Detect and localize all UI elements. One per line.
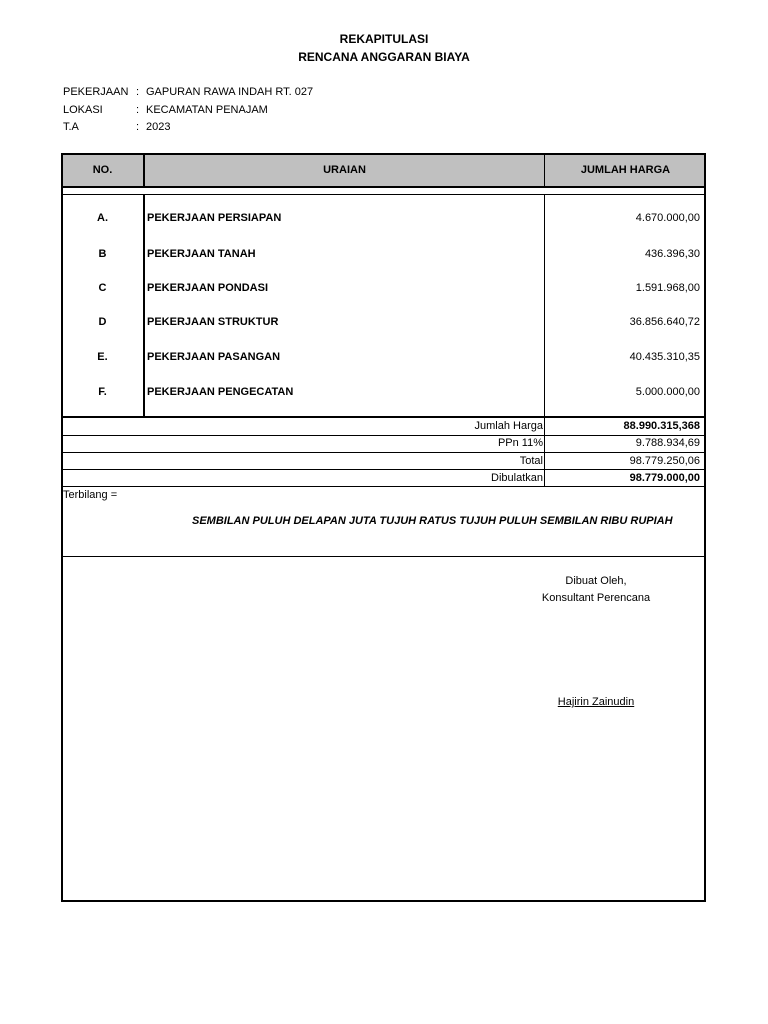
row-no: E.	[97, 351, 108, 363]
summary-value-total: 98.779.250,06	[629, 455, 700, 467]
row-uraian: PEKERJAAN PENGECATAN	[147, 386, 294, 398]
summary-line	[61, 452, 706, 453]
info-value-ta: 2023	[146, 121, 171, 133]
body-bottom-line	[61, 416, 706, 418]
table-bottom-border	[61, 900, 706, 902]
summary-line	[61, 486, 706, 487]
info-separator: :	[136, 121, 140, 133]
row-jumlah: 1.591.968,00	[635, 282, 700, 294]
row-jumlah: 36.856.640,72	[629, 316, 700, 328]
terbilang-bottom-line	[61, 556, 706, 557]
row-no: F.	[98, 386, 107, 398]
signature-prepared-by: Dibuat Oleh,	[565, 575, 627, 587]
summary-label-total: Total	[519, 455, 543, 467]
row-uraian: PEKERJAAN PASANGAN	[147, 351, 281, 363]
info-value-lokasi: KECAMATAN PENAJAM	[146, 104, 268, 116]
header-band-line	[61, 194, 706, 195]
row-no: D	[98, 316, 107, 328]
column-divider-no	[143, 194, 145, 417]
row-jumlah: 436.396,30	[644, 248, 700, 260]
document-title: REKAPITULASI	[339, 32, 429, 46]
table-left-border	[61, 153, 63, 902]
summary-value-dibulatkan: 98.779.000,00	[629, 472, 700, 484]
summary-label-jumlah-harga: Jumlah Harga	[474, 420, 543, 432]
row-jumlah: 40.435.310,35	[629, 351, 700, 363]
row-uraian: PEKERJAAN PERSIAPAN	[147, 212, 282, 224]
terbilang-label: Terbilang =	[63, 489, 118, 501]
summary-label-dibulatkan: Dibulatkan	[491, 472, 543, 484]
row-no: B	[98, 248, 107, 260]
header-uraian: URAIAN	[323, 164, 366, 176]
row-no: A.	[97, 212, 108, 224]
row-uraian: PEKERJAAN STRUKTUR	[147, 316, 279, 328]
info-value-pekerjaan: GAPURAN RAWA INDAH RT. 027	[146, 86, 314, 98]
row-jumlah: 5.000.000,00	[635, 386, 700, 398]
row-jumlah: 4.670.000,00	[635, 212, 700, 224]
summary-value-ppn: 9.788.934,69	[635, 437, 700, 449]
table-right-border	[704, 153, 706, 902]
info-label-ta: T.A	[63, 121, 79, 133]
info-separator: :	[136, 104, 140, 116]
summary-line	[61, 469, 706, 470]
row-no: C	[98, 282, 107, 294]
info-separator: :	[136, 86, 140, 98]
header-no: NO.	[92, 164, 113, 176]
info-label-lokasi: LOKASI	[63, 104, 103, 116]
document-subtitle: RENCANA ANGGARAN BIAYA	[298, 50, 470, 64]
terbilang-text: SEMBILAN PULUH DELAPAN JUTA TUJUH RATUS TUJUH PULUH SEMBILAN RIBU RUPIAH	[192, 515, 673, 527]
summary-value-jumlah-harga: 88.990.315,368	[623, 420, 700, 432]
signature-name-wrap	[496, 695, 696, 709]
summary-label-ppn: PPn 11%	[497, 437, 543, 449]
signature-role: Konsultant Perencana	[541, 592, 651, 604]
row-uraian: PEKERJAAN TANAH	[147, 248, 256, 260]
header-jumlah-harga: JUMLAH HARGA	[580, 164, 671, 176]
signature-name: Hajirin Zainudin	[557, 696, 635, 708]
row-uraian: PEKERJAAN PONDASI	[147, 282, 269, 294]
info-label-pekerjaan: PEKERJAAN	[63, 86, 129, 98]
